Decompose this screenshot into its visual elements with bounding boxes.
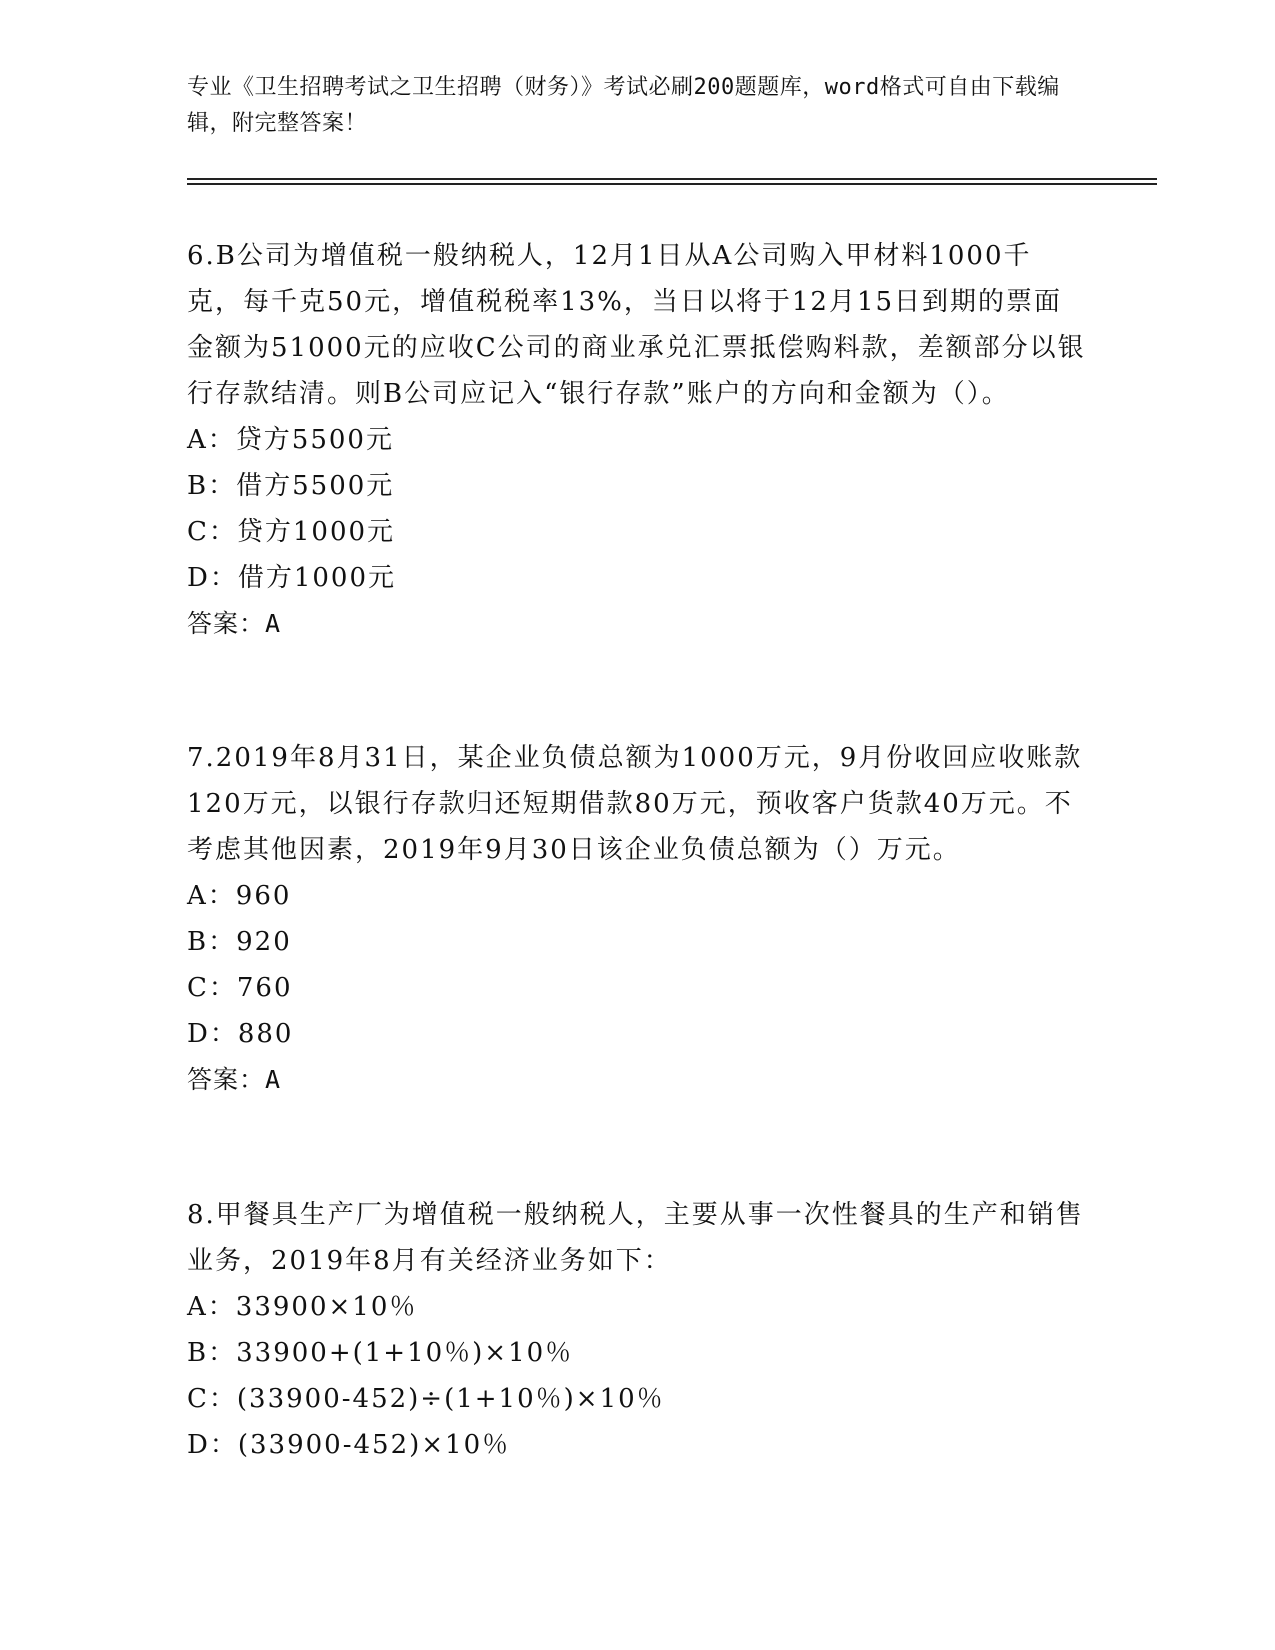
option-a: A：贷方5500元: [187, 425, 394, 455]
header-divider-bottom: [187, 183, 1157, 185]
option-b: B：920: [187, 927, 292, 957]
question-stem: 7.2019年8月31日，某企业负债总额为1000万元，9月份收回应收账款120万元，以银行存款归还短期借款80万元，预收客户货款40万元。不考虑其他因素，2019年9月30日该企业负债总额为（）万元。: [187, 743, 1083, 865]
answer: 答案：A: [187, 1065, 282, 1094]
question-6: [187, 233, 1087, 647]
option-c: C：贷方1000元: [187, 517, 396, 547]
option-d: D：880: [187, 1019, 294, 1049]
option-d: D：(33900-452)×10％: [187, 1430, 511, 1460]
question-8: [187, 1192, 1087, 1468]
question-stem: 6.B公司为增值税一般纳税人，12月1日从A公司购入甲材料1000千克，每千克50元，增值税税率13%，当日以将于12月15日到期的票面金额为51000元的应收C公司的商业承兑汇票抵偿购料款，差额部分以银行存款结清。则B公司应记入“银行存款”账户的方向和金额为（）。: [187, 241, 1086, 409]
option-c: C：760: [187, 973, 293, 1003]
option-b: B：33900+(1+10％)×10％: [187, 1338, 574, 1368]
answer: 答案：A: [187, 609, 282, 638]
question-stem: 8.甲餐具生产厂为增值税一般纳税人，主要从事一次性餐具的生产和销售业务，2019年8月有关经济业务如下：: [187, 1200, 1084, 1276]
header-divider-top: [187, 178, 1157, 180]
option-a: A：33900×10％: [187, 1292, 418, 1322]
option-d: D：借方1000元: [187, 563, 397, 593]
question-7: [187, 735, 1087, 1103]
option-b: B：借方5500元: [187, 471, 395, 501]
document-header: 专业《卫生招聘考试之卫生招聘（财务）》考试必刷200题题库，word格式可自由下载编辑，附完整答案！: [187, 75, 1060, 136]
option-c: C：(33900-452)÷(1+10％)×10％: [187, 1384, 665, 1414]
option-a: A：960: [187, 881, 292, 911]
